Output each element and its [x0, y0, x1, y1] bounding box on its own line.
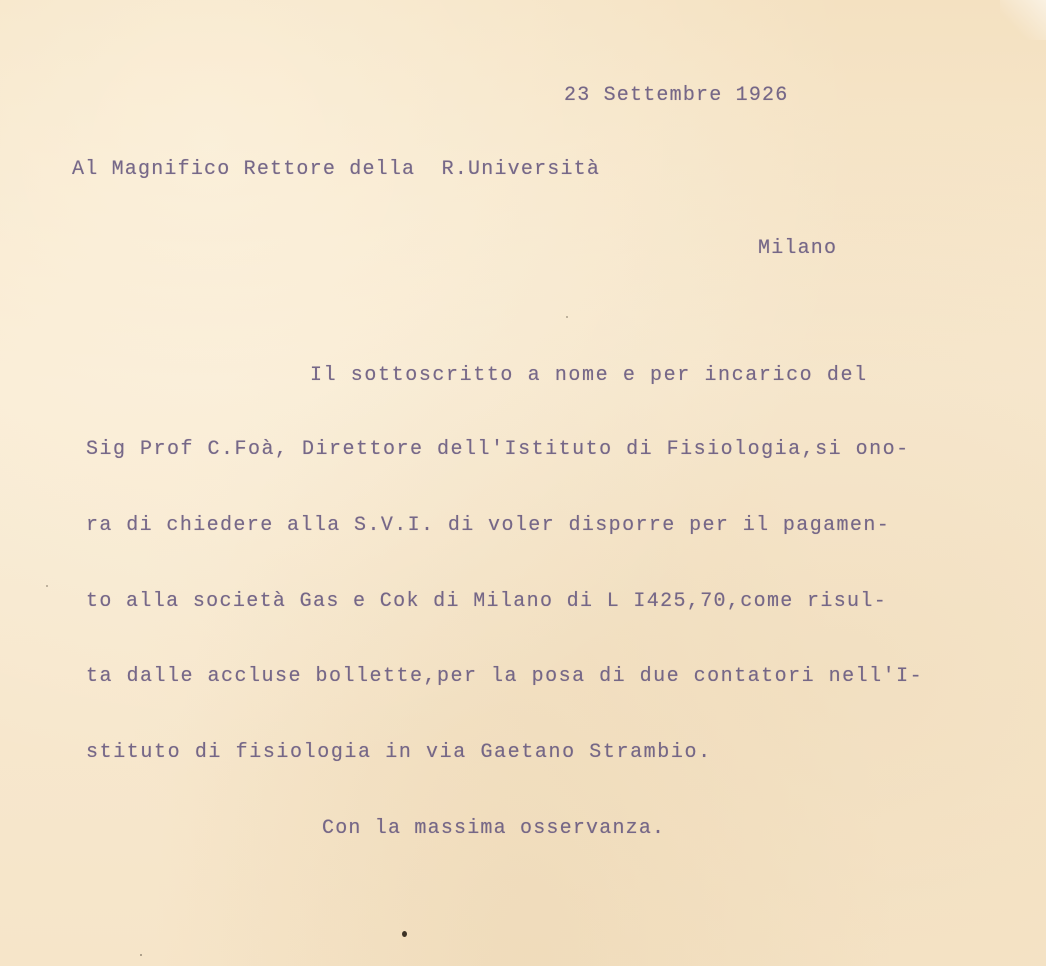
body-line: ta dalle accluse bollette,per la posa di due contatori nell'I- — [86, 665, 924, 688]
body-line: ra di chiedere alla S.V.I. di voler disporre per il pagamen- — [86, 514, 891, 537]
paper-speck — [46, 585, 48, 587]
paper-corner-fold — [1000, 0, 1046, 40]
paper-speck — [140, 954, 142, 956]
letter-date: 23 Settembre 1926 — [564, 84, 789, 107]
body-line: Il sottoscritto a nome e per incarico del — [310, 364, 868, 387]
body-line: to alla società Gas e Cok di Milano di L I425,70,come risul- — [86, 590, 888, 613]
body-line: stituto di fisiologia in via Gaetano Strambio. — [86, 741, 712, 764]
body-line: Sig Prof C.Foà, Direttore dell'Istituto di Fisiologia,si ono- — [86, 438, 910, 461]
letter-city: Milano — [758, 237, 838, 260]
letter-addressee: Al Magnifico Rettore della R.Università — [72, 158, 601, 181]
paper-speck — [566, 316, 568, 318]
letter-closing: Con la massima osservanza. — [322, 817, 666, 840]
paper-speck — [402, 931, 407, 937]
